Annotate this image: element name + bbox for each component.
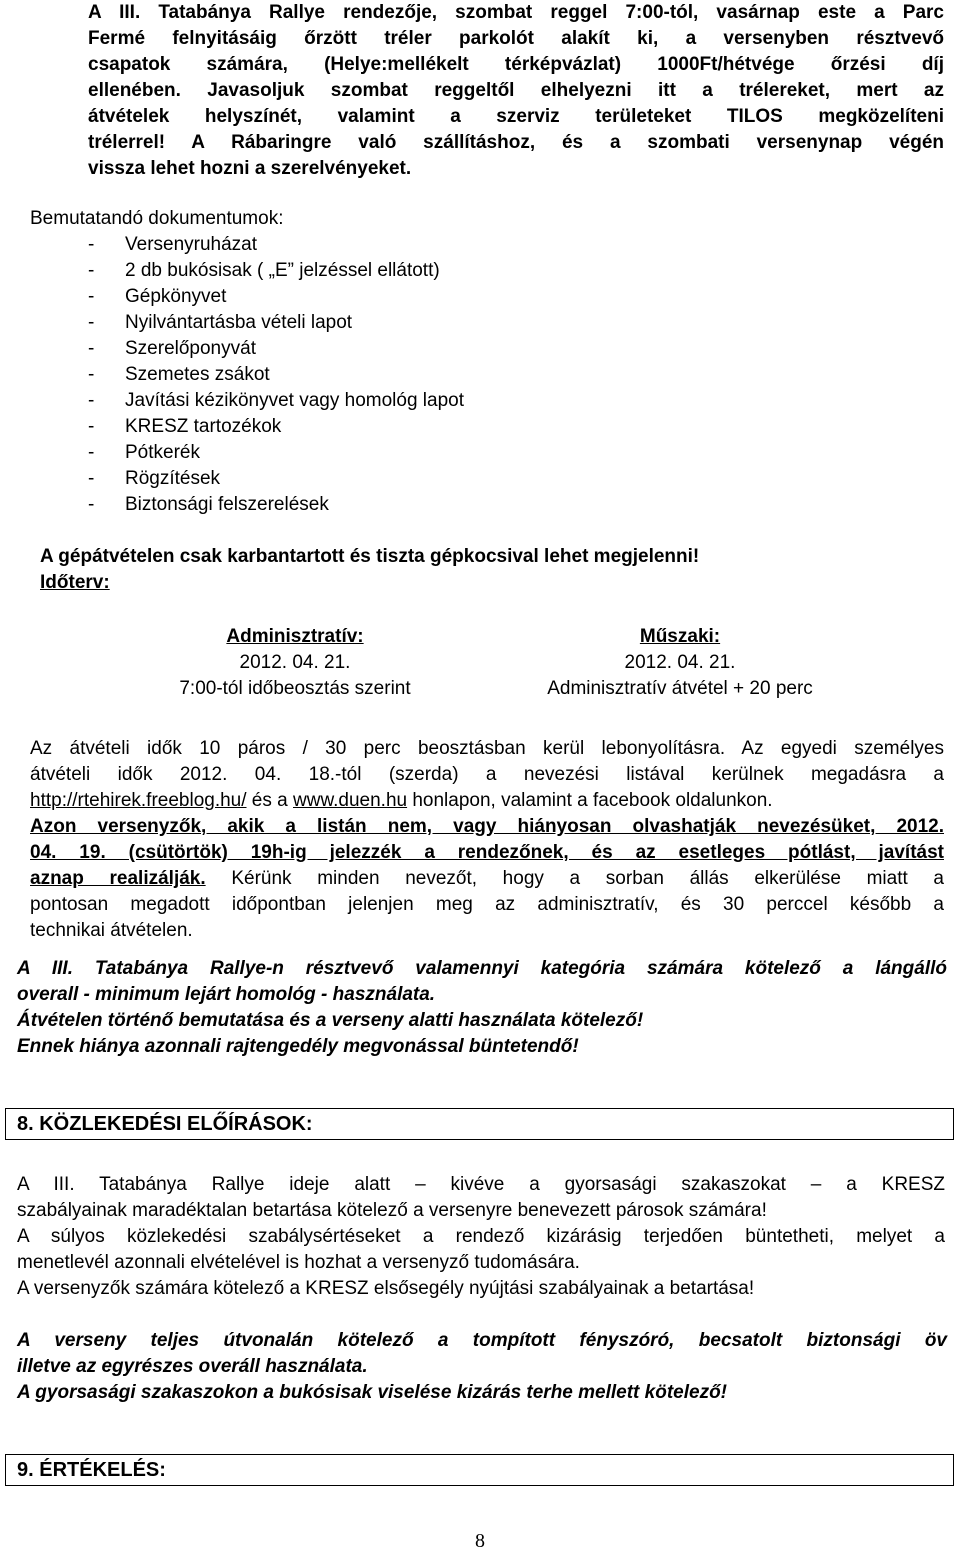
schedule-tech-date: 2012. 04. 21.	[624, 652, 736, 673]
docs-list	[88, 232, 464, 518]
list-item: - Szerelőponyvát	[88, 336, 464, 362]
list-item: - Nyilvántartásba vételi lapot	[88, 310, 464, 336]
section-8-rule-line: illetve az egyrészes overáll használata.	[17, 1356, 368, 1377]
times-line-rest: Kérünk minden nevezőt, hogy a sorban állás elkerülése miatt a	[231, 868, 945, 889]
list-item: - 2 db bukósisak ( „E” jelzéssel ellátott)	[88, 258, 464, 284]
intro-paragraph	[88, 0, 944, 182]
list-item: - Szemetes zsákot	[88, 362, 464, 388]
times-line-rest: honlapon, valamint a facebook oldalunkon.	[412, 790, 773, 811]
schedule-title: Időterv:	[40, 572, 110, 593]
section-8-rules	[17, 1328, 947, 1406]
schedule-tech-heading: Műszaki:	[639, 626, 721, 647]
list-item: - Versenyruházat	[88, 232, 464, 258]
section-9-heading-box	[5, 1454, 954, 1486]
times-notice-line: Azon versenyzők, akik a listán nem, vagy hiányosan olvashatják nevezésüket, 2012.	[30, 816, 944, 837]
list-item: - Biztonsági felszerelések	[88, 492, 464, 518]
section-8-title: 8. KÖZLEKEDÉSI ELŐÍRÁSOK:	[17, 1113, 313, 1135]
times-paragraph	[30, 736, 944, 944]
schedule-admin-heading: Adminisztratív:	[226, 626, 364, 647]
overall-line: Átvételen történő bemutatása és a verseny alatti használata kötelező!	[17, 1010, 644, 1031]
times-line: Az átvételi idők 10 páros / 30 perc beosztásban kerül lebonyolításra. Az egyedi személyes	[30, 738, 944, 759]
overall-line: overall - minimum lejárt homológ - használata.	[17, 984, 436, 1005]
overall-line: Ennek hiánya azonnali rajtengedély megvonással büntetendő!	[17, 1036, 579, 1057]
intro-line: ellenében. Javasoljuk szombat reggeltől elhelyezni itt a trélereket, mert az	[88, 80, 944, 101]
overall-line: A III. Tatabánya Rallye-n résztvevő valamennyi kategória számára kötelező a lángálló	[17, 958, 947, 979]
times-line: technikai átvételen.	[30, 920, 193, 941]
section-8-body	[17, 1172, 945, 1302]
list-item: - KRESZ tartozékok	[88, 414, 464, 440]
intro-line: vissza lehet hozni a szerelvényeket.	[88, 158, 412, 179]
intro-line: átvételek helyszínét, valamint a szerviz területeket TILOS megközelíteni	[88, 106, 944, 127]
list-item: - Rögzítések	[88, 466, 464, 492]
docs-warning: A gépátvételen csak karbantartott és tiszta gépkocsival lehet megjelenni!	[40, 546, 700, 567]
section-8-rule-line: A gyorsasági szakaszokon a bukósisak viselése kizárás terhe mellett kötelező!	[17, 1382, 728, 1403]
times-line: átvételi idők 2012. 04. 18.-tól (szerda) a nevezési listával kerülnek megadásra a	[30, 764, 944, 785]
schedule-tech-detail: Adminisztratív átvétel + 20 perc	[547, 678, 813, 699]
page-number: 8	[475, 1530, 485, 1552]
times-line: pontosan megadott időpontban jelenjen meg az adminisztratív, és 30 perccel később a	[30, 894, 944, 915]
docs-heading: Bemutatandó dokumentumok:	[30, 208, 284, 229]
schedule-admin-date: 2012. 04. 21.	[239, 652, 351, 673]
section-8-line: A súlyos közlekedési szabálysértéseket a rendező kizárásig terjedően büntetheti, melyet a	[17, 1226, 945, 1247]
section-9-title: 9. ÉRTÉKELÉS:	[17, 1459, 166, 1481]
section-8-line: A III. Tatabánya Rallye ideje alatt – kivéve a gyorsasági szakaszokat – a KRESZ	[17, 1174, 945, 1195]
times-notice-line: 04. 19. (csütörtök) 19h-ig jelezzék a rendezőnek, és az esetleges pótlást, javítást	[30, 842, 944, 863]
section-8-line: szabályainak maradéktalan betartása kötelező a versenyre benevezett párosok számára!	[17, 1200, 767, 1221]
schedule-tech-column	[490, 624, 870, 702]
rtehirek-link[interactable]: http://rtehirek.freeblog.hu/	[30, 790, 247, 811]
list-item: - Gépkönyvet	[88, 284, 464, 310]
schedule-admin-detail: 7:00-tól időbeosztás szerint	[179, 678, 411, 699]
section-8-line: A versenyzők számára kötelező a KRESZ elsősegély nyújtási szabályainak a betartása!	[17, 1278, 755, 1299]
section-8-rule-line: A verseny teljes útvonalán kötelező a tompított fényszóró, becsatolt biztonsági öv	[17, 1330, 947, 1351]
overall-paragraph	[17, 956, 947, 1060]
intro-line: Fermé felnyitásáig őrzött tréler parkolót alakít ki, a versenyben résztvevő	[88, 28, 944, 49]
list-item: - Javítási kézikönyvet vagy homológ lapot	[88, 388, 464, 414]
intro-line: trélerrel! A Rábaringre való szállításhoz, és a szombati versenynap végén	[88, 132, 944, 153]
times-notice-end: aznap realizálják.	[30, 868, 206, 889]
intro-line: csapatok számára, (Helye:mellékelt térképvázlat) 1000Ft/hétvége őrzési díj	[88, 54, 944, 75]
duen-link[interactable]: www.duen.hu	[293, 790, 408, 811]
section-8-heading-box	[5, 1108, 954, 1140]
and-text: és a	[251, 790, 288, 811]
times-line-mixed	[30, 866, 944, 892]
schedule-admin-column	[130, 624, 460, 702]
section-8-line: menetlevél azonnali elvételével is hozhat a versenyző tudomására.	[17, 1252, 580, 1273]
times-line-links	[30, 788, 944, 814]
intro-line: A III. Tatabánya Rallye rendezője, szombat reggel 7:00-tól, vasárnap este a Parc	[88, 2, 944, 23]
list-item: - Pótkerék	[88, 440, 464, 466]
